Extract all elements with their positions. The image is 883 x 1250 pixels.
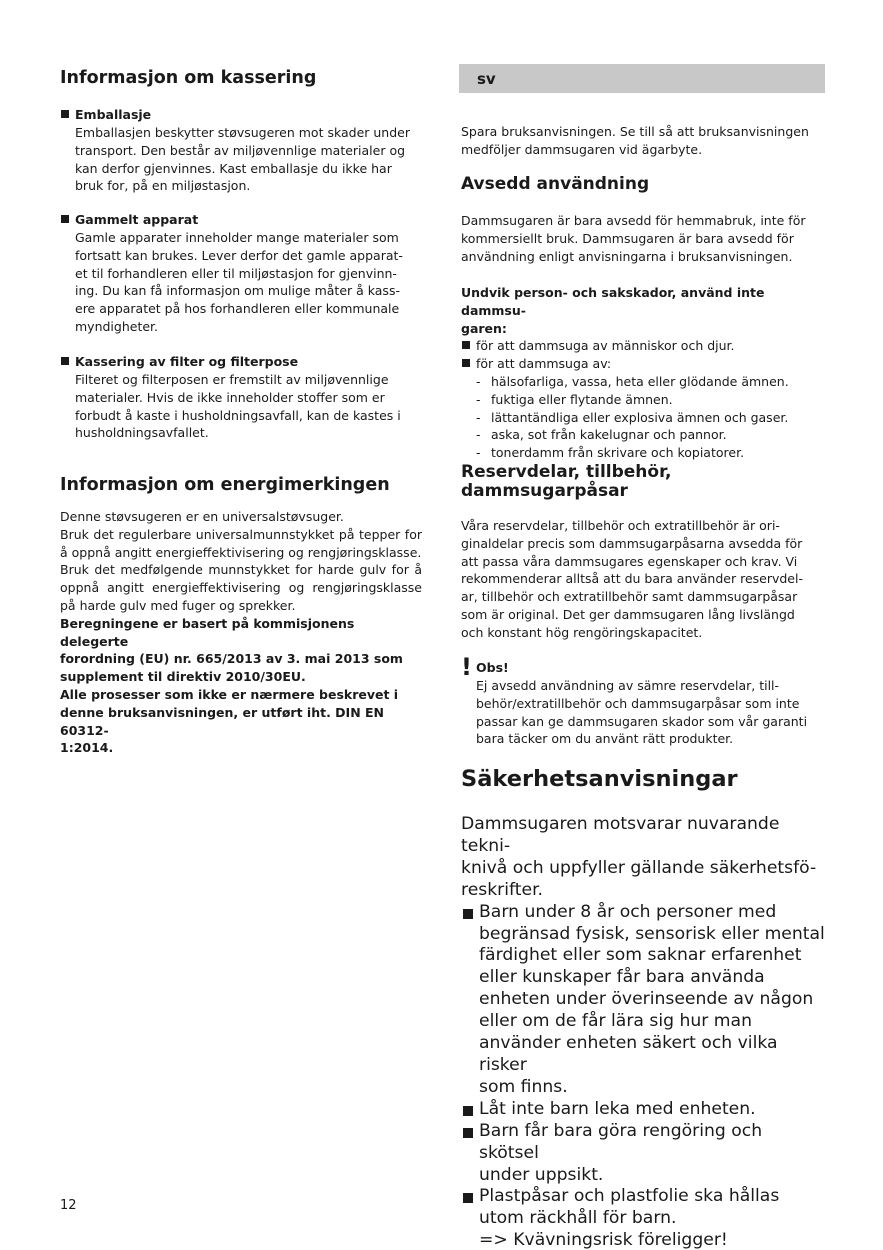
- energy-para-1: Denne støvsugeren er en universalstøvsuger.: [60, 509, 344, 524]
- dash-list-item: - fuktiga eller flytande ämnen.: [476, 391, 673, 407]
- disposal-item-old-appliance: [60, 211, 422, 336]
- safety-list-item: Barn får bara göra rengöring och skötsel under uppsikt.: [461, 1121, 825, 1187]
- item-line: bruk for, på en miljøstasjon.: [75, 178, 251, 194]
- intended-use-text: [461, 212, 825, 265]
- spare-parts-text: [461, 517, 825, 642]
- dash-list-item: - aska, sot från kakelugnar och pannor.: [476, 427, 727, 443]
- dash-bullet-icon: -: [476, 409, 481, 425]
- intended-use-warning: [461, 284, 825, 462]
- square-bullet-icon: [61, 215, 69, 223]
- dash-bullet-icon: -: [476, 391, 481, 407]
- square-bullet-icon: [463, 1106, 473, 1116]
- obs-title: Obs!: [476, 660, 509, 675]
- obs-note: [461, 653, 825, 748]
- intended-use-line: Dammsugaren är bara avsedd för hemmabruk, inte för: [461, 213, 806, 228]
- dash-list-item: - hälsofarliga, vassa, heta eller glödande ämnen.: [476, 373, 789, 389]
- intended-use-line: kommersiellt bruk. Dammsugaren är bara avsedd för: [461, 230, 794, 246]
- intended-use-line: användning enligt anvisningarna i bruksanvisningen.: [461, 248, 793, 264]
- list-item: för att dammsuga av:: [461, 355, 825, 373]
- safety-intro-line: Dammsugaren motsvarar nuvarande tekni-: [461, 814, 780, 856]
- intro-line: medföljer dammsugaren vid ägarbyte.: [461, 141, 703, 157]
- item-title: Gammelt apparat: [75, 212, 199, 227]
- warning-line: Undvik person- och sakskador, använd inte dammsu-: [461, 285, 765, 318]
- spare-parts-line: att passa våra dammsugares egenskaper och krav. Vi: [461, 553, 798, 569]
- item-line: et til forhandleren eller til miljøstasjon for gjenvinn-: [75, 265, 397, 281]
- spare-parts-line: ar, tillbehör och extratillbehör samt dammsugarpåsar: [461, 589, 798, 605]
- warning-line: garen:: [461, 320, 507, 336]
- item-line: Gamle apparater inneholder mange materialer som: [75, 230, 399, 245]
- dash-bullet-icon: -: [476, 445, 481, 461]
- safety-list-item: Plastpåsar och plastfolie ska hållas utom räckhåll för barn. => Kvävningsrisk föreligger!: [461, 1186, 825, 1250]
- energy-bold-line: forordning (EU) nr. 665/2013 av 3. mai 2013 som: [60, 651, 403, 667]
- item-line: fortsatt kan brukes. Lever derfor det gamle apparat-: [75, 247, 403, 263]
- energy-bold-line: 1:2014.: [60, 740, 114, 756]
- square-bullet-icon: [61, 110, 69, 118]
- energy-bold-line: Alle prosesser som ikke er nærmere beskrevet i: [60, 686, 399, 702]
- item-line: transport. Den består av miljøvennlige materialer og: [75, 142, 406, 158]
- item-line: Emballasjen beskytter støvsugeren mot skader under: [75, 125, 410, 140]
- item-line: ere apparatet på hos forhandleren eller kommunale: [75, 301, 400, 317]
- item-title: Emballasje: [75, 107, 152, 122]
- spare-parts-line: Våra reservdelar, tillbehör och extratillbehör är ori-: [461, 518, 780, 533]
- energy-bold-line: denne bruksanvisningen, er utført iht. DIN EN 60312-: [60, 704, 385, 738]
- item-line: ing. Du kan få informasjon om mulige måter å kass-: [75, 283, 400, 299]
- spare-parts-line: och konstant hög rengöringskapacitet.: [461, 624, 703, 640]
- item-line: Filteret og filterposen er fremstilt av miljøvennlige: [75, 372, 389, 387]
- item-line: forbudt å kaste i husholdningsavfall, kan de kastes i: [75, 407, 401, 423]
- energy-bold-line: supplement til direktiv 2010/30EU.: [60, 669, 306, 685]
- safety-intro-line: reskrifter.: [461, 879, 544, 900]
- spare-parts-line: ginaldelar precis som dammsugarpåsarna avsedda för: [461, 535, 803, 551]
- item-line: myndigheter.: [75, 318, 159, 334]
- obs-line: behör/extratillbehör och dammsugarpåsar som inte: [476, 695, 800, 711]
- energy-para-2: Bruk det regulerbare universalmunnstykket på tepper for å oppnå angitt energieffektivisering og rengjøringsklasse.: [60, 526, 422, 560]
- page-number: 12: [60, 1198, 77, 1213]
- safety-list-item: Barn under 8 år och personer med begränsad fysisk, sensorisk eller mental färdighet eller som saknar erfarenhet eller kunskaper får bara använda enheten under överinseende av någon eller om de får lära sig hur man använder enheten säkert och vilka risker som finns.: [461, 902, 825, 1099]
- intended-use-heading: Avsedd användning: [461, 174, 650, 194]
- item-line: husholdningsavfallet.: [75, 425, 209, 441]
- square-bullet-icon: [462, 341, 470, 349]
- energy-para-3: Bruk det medfølgende munnstykket for harde gulv for å oppnå angitt energieffektivisering og rengjøringsklasse på harde gulv med fuger og sprekker.: [60, 562, 422, 613]
- square-bullet-icon: [463, 1193, 473, 1203]
- spare-parts-heading-line: Reservdelar, tillbehör,: [461, 462, 672, 482]
- list-item: för att dammsuga av människor och djur.: [461, 337, 825, 355]
- disposal-heading: Informasjon om kassering: [60, 68, 317, 88]
- energy-heading: Informasjon om energimerkingen: [60, 475, 390, 495]
- square-bullet-icon: [463, 1128, 473, 1138]
- energy-bold-line: Beregningene er basert på kommisjonens delegerte: [60, 615, 355, 649]
- dash-list-item: - lättantändliga eller explosiva ämnen och gaser.: [476, 409, 789, 425]
- dash-bullet-icon: -: [476, 373, 481, 389]
- dash-list-item: - tonerdamm från skrivare och kopiatorer.: [476, 445, 745, 461]
- safety-intro-line: knivå och uppfyller gällande säkerhetsfö-: [461, 857, 817, 878]
- language-tag: sv: [477, 70, 496, 88]
- spare-parts-heading: [461, 463, 825, 501]
- square-bullet-icon: [462, 359, 470, 367]
- disposal-item-packaging: [60, 106, 422, 195]
- square-bullet-icon: [463, 909, 473, 919]
- intro-text: [461, 123, 825, 159]
- square-bullet-icon: [61, 357, 69, 365]
- safety-heading: Säkerhetsanvisningar: [461, 766, 738, 792]
- item-title: Kassering av filter og filterpose: [75, 354, 299, 369]
- dash-bullet-icon: -: [476, 427, 481, 443]
- spare-parts-heading-line: dammsugarpåsar: [461, 481, 628, 501]
- obs-line: Ej avsedd användning av sämre reservdelar, till-: [476, 678, 780, 693]
- safety-text: [461, 814, 825, 1250]
- item-line: kan derfor gjenvinnes. Kast emballasje du ikke har: [75, 160, 392, 176]
- exclamation-icon: !: [461, 653, 472, 681]
- spare-parts-line: rekommenderar alltså att du bara använder reservdel-: [461, 571, 803, 587]
- item-line: materialer. Hvis de ikke inneholder stoffer som er: [75, 389, 385, 405]
- language-tab-bar: [459, 64, 825, 93]
- spare-parts-line: som är original. Det ger dammsugaren lång livslängd: [461, 606, 795, 622]
- disposal-item-filter: [60, 353, 422, 442]
- intro-line: Spara bruksanvisningen. Se till så att bruksanvisningen: [461, 124, 809, 139]
- obs-line: passar kan ge dammsugaren skador som vår garanti: [476, 713, 808, 729]
- energy-text: [60, 508, 422, 757]
- obs-line: bara täcker om du använt rätt produkter.: [476, 731, 734, 747]
- safety-list-item: Låt inte barn leka med enheten.: [461, 1099, 825, 1121]
